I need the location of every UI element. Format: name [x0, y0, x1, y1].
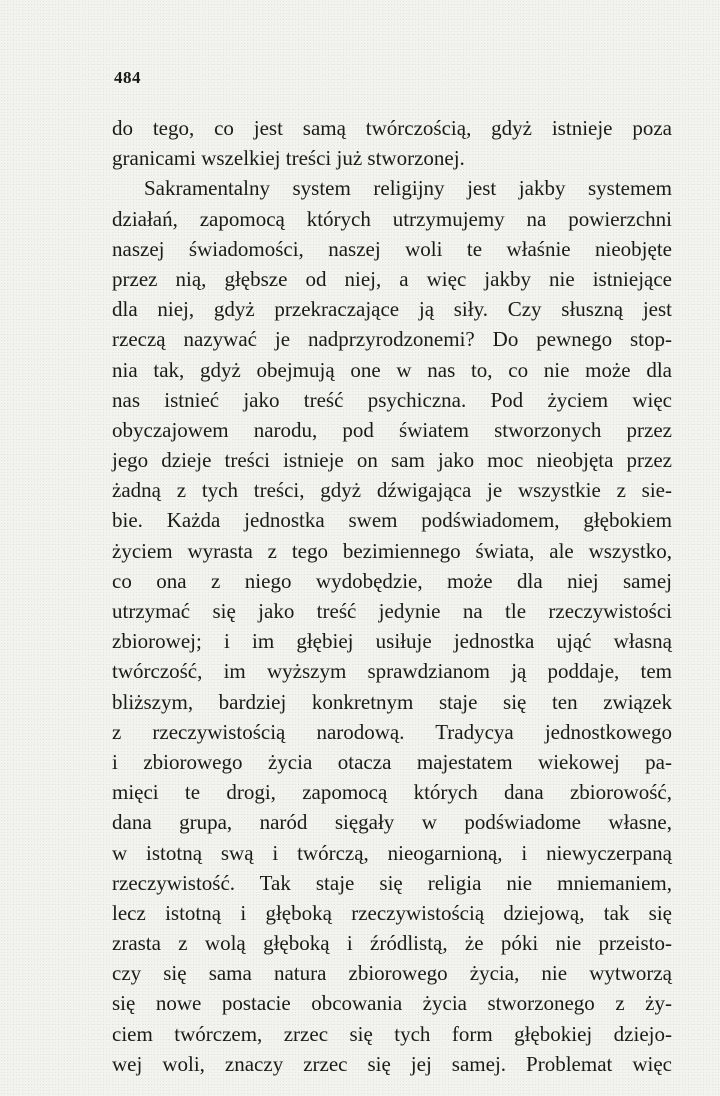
text-line: z rzeczywistością narodową. Tradycya jednostkowego	[112, 719, 672, 744]
text-line: w istotną swą i twórczą, nieogarnioną, i niewyczerpaną	[112, 840, 672, 865]
text-line: przez nią, głębsze od niej, a więc jakby nie istniejące	[112, 266, 672, 291]
text-line: zrasta z wolą głęboką i źródlistą, że póki nie przeisto-	[112, 931, 672, 956]
text-line: życiem wyrasta z tego bezimiennego świata, ale wszystko,	[112, 538, 672, 563]
text-line: dana grupa, naród sięgały w podświadome własne,	[112, 810, 672, 835]
text-line: żadną z tych treści, gdyż dźwigająca je wszystkie z sie-	[112, 478, 672, 503]
text-line: bie. Każda jednostka swem podświadomem, głębokiem	[112, 508, 672, 533]
text-line: rzeczywistość. Tak staje się religia nie mniemaniem,	[112, 870, 672, 895]
text-line: zbiorowej; i im głębiej usiłuje jednostka ująć własną	[112, 629, 672, 654]
page-number: 484	[114, 68, 141, 87]
text-line: rzeczą nazywać je nadprzyrodzonemi? Do pewnego stop-	[112, 327, 672, 352]
text-line: twórczość, im wyższym sprawdzianom ją poddaje, tem	[112, 659, 672, 684]
text-line: i zbiorowego życia otacza majestatem wiekowej pa-	[112, 749, 672, 774]
text-line: czy się sama natura zbiorowego życia, nie wytworzą	[112, 961, 672, 986]
text-line: nas istnieć jako treść psychiczna. Pod życiem więc	[112, 387, 672, 412]
text-line: bliższym, bardziej konkretnym staje się ten związek	[112, 689, 672, 714]
text-line: mięci te drogi, zapomocą których dana zbiorowość,	[112, 780, 672, 805]
text-line: co ona z niego wydobędzie, może dla niej samej	[112, 568, 672, 593]
text-line: utrzymać się jako treść jedynie na tle rzeczywistości	[112, 599, 672, 623]
text-line: się nowe postacie obcowania życia stworzonego z ży-	[112, 991, 672, 1016]
text-line: nia tak, gdyż obejmują one w nas to, co nie może dla	[112, 357, 672, 382]
text-line: wej woli, znaczy zrzec się jej samej. Problemat więc	[112, 1051, 672, 1076]
text-line: działań, zapomocą których utrzymujemy na powierzchni	[112, 206, 672, 231]
text-line: ciem twórczem, zrzec się tych form głębokiej dziejo-	[112, 1021, 672, 1046]
text-line: granicami wszelkiej treści już stworzonej.	[112, 146, 465, 171]
text-line: do tego, co jest samą twórczością, gdyż istnieje poza	[112, 116, 672, 140]
text-line: naszej świadomości, naszej woli te właśnie nieobjęte	[112, 236, 672, 261]
text-line: Sakramentalny system religijny jest jakby systemem	[144, 176, 672, 201]
text-line: obyczajowem narodu, pod światem stworzonych przez	[112, 417, 672, 442]
text-line: lecz istotną i głęboką rzeczywistością dziejową, tak się	[112, 900, 672, 925]
text-line: jego dzieje treści istnieje on sam jako moc nieobjęta przez	[112, 448, 672, 473]
body-text	[112, 113, 672, 1079]
text-line: dla niej, gdyż przekraczające ją siły. Czy słuszną jest	[112, 297, 672, 322]
